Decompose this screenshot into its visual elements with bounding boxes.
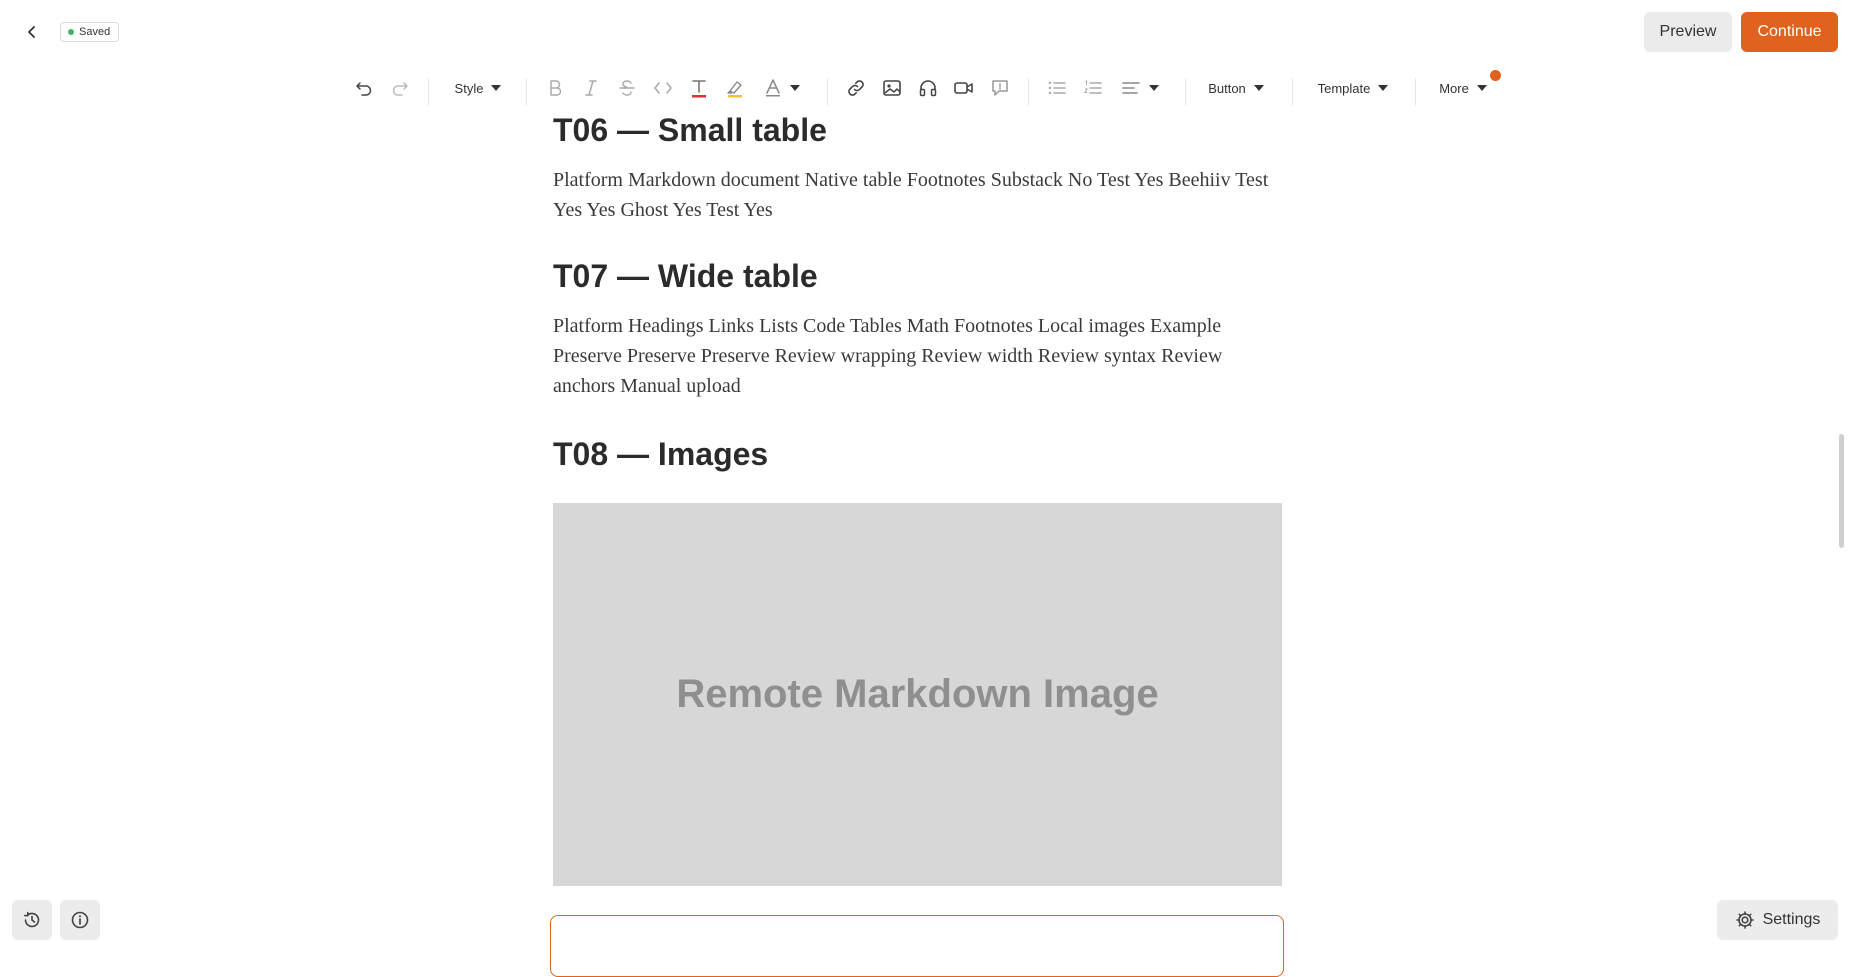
- align-dropdown[interactable]: [1117, 74, 1163, 102]
- code-button[interactable]: [651, 74, 675, 102]
- link-button[interactable]: [844, 74, 868, 102]
- highlight-icon: [726, 78, 744, 98]
- audio-icon: [918, 78, 938, 98]
- toolbar-divider: [827, 78, 828, 106]
- redo-button[interactable]: [388, 74, 412, 102]
- settings-button[interactable]: [1717, 900, 1838, 940]
- saved-status-badge: [60, 22, 119, 42]
- code-icon: [653, 79, 673, 97]
- redo-icon: [391, 79, 409, 97]
- comment-icon: [990, 78, 1010, 98]
- video-button[interactable]: [952, 74, 976, 102]
- gear-icon: [1735, 910, 1755, 930]
- section-paragraph[interactable]: Platform Markdown document Native table Footnotes Substack No Test Yes Beehiiv Test Yes Yes Ghost Yes Test Yes: [553, 169, 1269, 221]
- video-icon: [953, 78, 975, 98]
- highlight-button[interactable]: [723, 74, 747, 102]
- image-placeholder[interactable]: [553, 503, 1282, 886]
- editor-toolbar: [0, 64, 1849, 112]
- undo-icon: [355, 79, 373, 97]
- image-placeholder-text: Remote Markdown Image: [676, 672, 1159, 716]
- template-dropdown-label: Template: [1317, 80, 1371, 96]
- more-dropdown[interactable]: [1434, 74, 1492, 102]
- caret-down-icon: [1149, 85, 1159, 91]
- scrollbar-thumb[interactable]: [1839, 434, 1844, 548]
- saved-status-label: Saved: [79, 26, 111, 38]
- selected-block[interactable]: [550, 915, 1284, 977]
- info-button[interactable]: [60, 900, 100, 940]
- align-icon: [1121, 79, 1141, 97]
- numbered-list-button[interactable]: [1081, 74, 1105, 102]
- template-dropdown[interactable]: [1312, 74, 1394, 102]
- toolbar-divider: [1185, 78, 1186, 106]
- italic-icon: [583, 79, 599, 97]
- settings-label: Settings: [1762, 911, 1821, 928]
- italic-button[interactable]: [579, 74, 603, 102]
- button-dropdown-label: Button: [1208, 80, 1246, 96]
- link-icon: [846, 78, 866, 98]
- font-icon: [764, 78, 782, 98]
- section-heading[interactable]: T06 — Small table: [553, 112, 827, 148]
- text-color-button[interactable]: [687, 74, 711, 102]
- toolbar-divider: [1028, 78, 1029, 106]
- caret-down-icon: [790, 85, 800, 91]
- section-paragraph[interactable]: Platform Headings Links Lists Code Tables Math Footnotes Local images Example Preserve Preserve Preserve Review wrapping Review width Review syntax Review anchors Manual upload: [553, 315, 1223, 397]
- more-dropdown-label: More: [1439, 80, 1469, 96]
- toolbar-divider: [1415, 78, 1416, 106]
- toolbar-divider: [1292, 78, 1293, 106]
- strikethrough-icon: [618, 79, 636, 97]
- toolbar-divider: [428, 78, 429, 106]
- history-button[interactable]: [12, 900, 52, 940]
- font-dropdown[interactable]: [759, 74, 805, 102]
- section-heading[interactable]: T07 — Wide table: [553, 258, 818, 294]
- caret-down-icon: [1477, 85, 1487, 91]
- bullet-list-button[interactable]: [1045, 74, 1069, 102]
- bold-icon: [547, 79, 563, 97]
- numbered-list-icon: [1083, 79, 1103, 97]
- button-dropdown[interactable]: [1203, 74, 1269, 102]
- section-heading[interactable]: T08 — Images: [553, 436, 769, 472]
- comment-button[interactable]: [988, 74, 1012, 102]
- caret-down-icon: [1378, 85, 1388, 91]
- image-icon: [882, 78, 902, 98]
- history-icon: [22, 910, 42, 930]
- image-button[interactable]: [880, 74, 904, 102]
- top-bar: [0, 0, 1849, 64]
- status-dot: [68, 29, 74, 35]
- style-dropdown-label: Style: [454, 80, 484, 96]
- bold-button[interactable]: [543, 74, 567, 102]
- audio-button[interactable]: [916, 74, 940, 102]
- notification-dot: [1490, 70, 1501, 81]
- text-color-icon: [690, 78, 708, 98]
- strikethrough-button[interactable]: [615, 74, 639, 102]
- back-button[interactable]: [18, 18, 46, 46]
- undo-button[interactable]: [352, 74, 376, 102]
- preview-button[interactable]: Preview: [1644, 12, 1732, 52]
- chevron-left-icon: [24, 24, 40, 40]
- style-dropdown[interactable]: [449, 74, 507, 102]
- info-icon: [70, 910, 90, 930]
- caret-down-icon: [491, 85, 501, 91]
- caret-down-icon: [1254, 85, 1264, 91]
- continue-button[interactable]: Continue: [1741, 12, 1838, 52]
- toolbar-divider: [526, 78, 527, 106]
- bullet-list-icon: [1047, 79, 1067, 97]
